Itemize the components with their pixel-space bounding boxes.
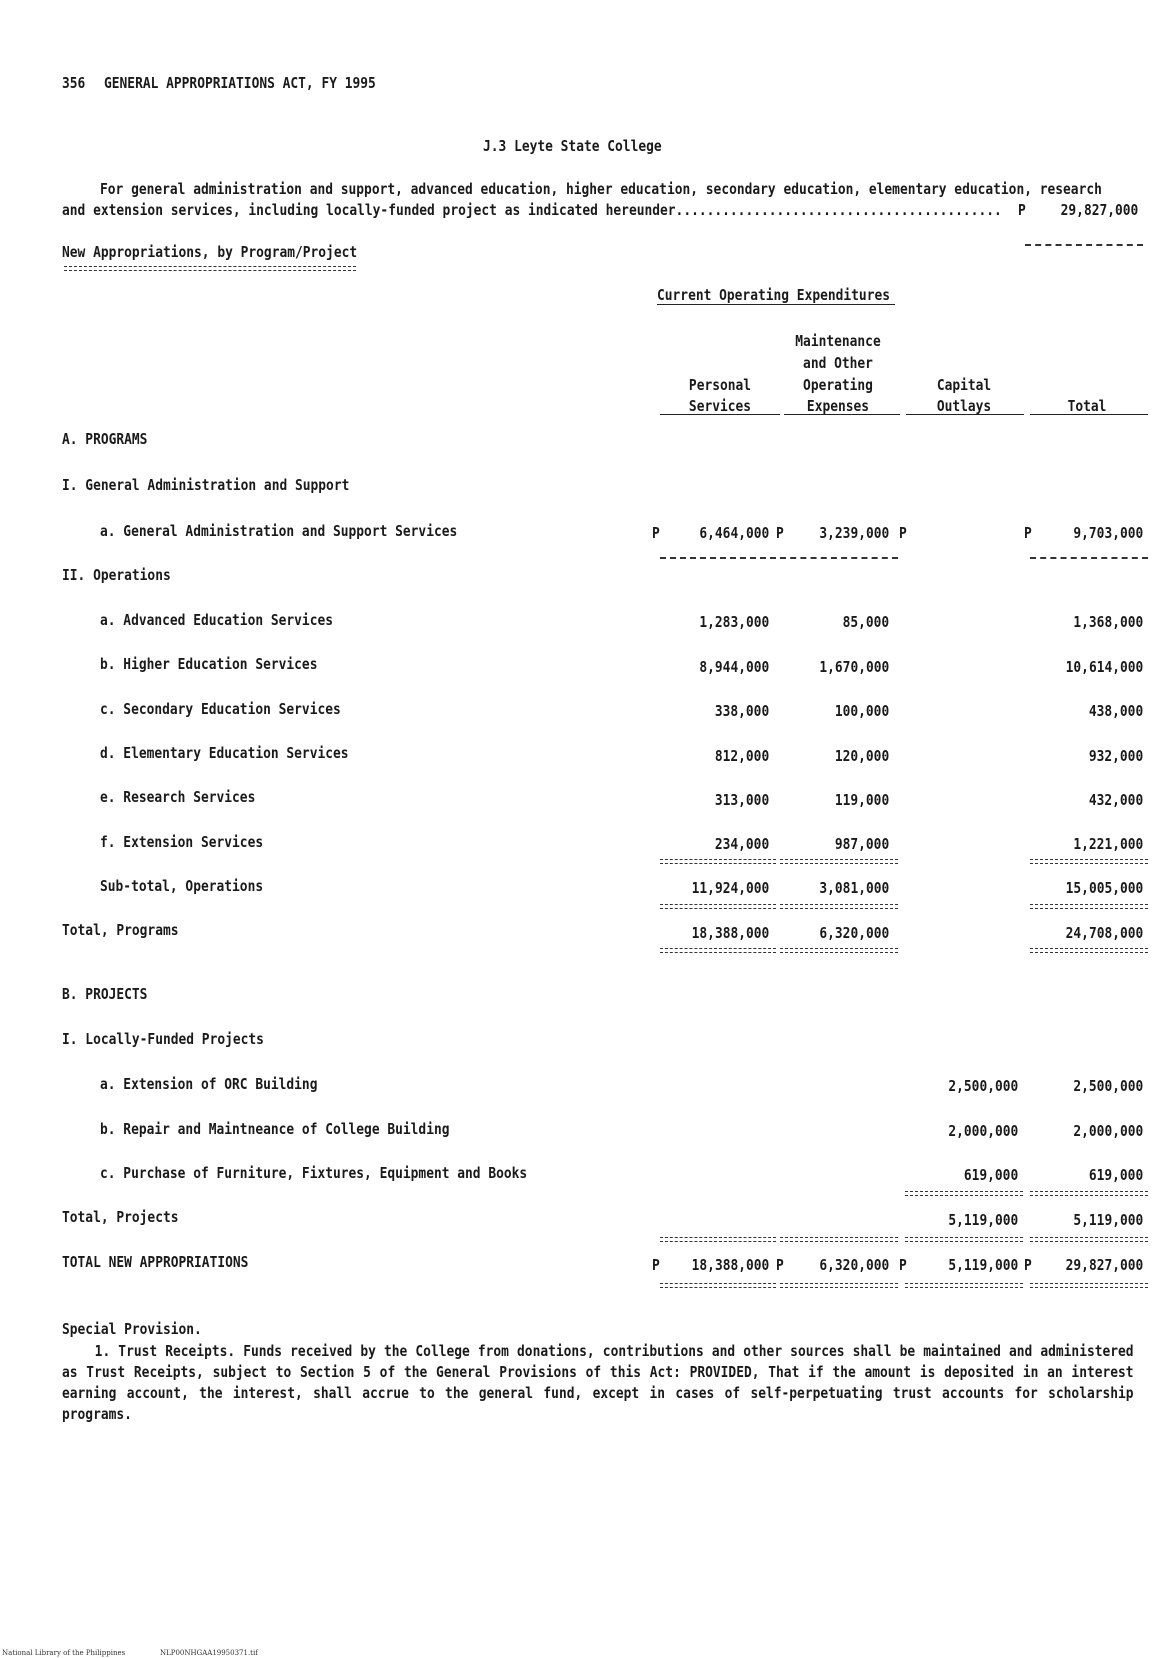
project-row-label: c. Purchase of Furniture, Fixtures, Equipment and Books (100, 1164, 528, 1182)
project-row-co: 2,000,000 (948, 1122, 1018, 1140)
programs-total-rule (1030, 948, 1148, 953)
ops-total-rule (1030, 859, 1148, 864)
ops-mooe-rule (780, 859, 898, 864)
total-programs-mooe: 6,320,000 (819, 924, 889, 942)
page-number: 356 (62, 74, 86, 92)
ops-row-total: 932,000 (1088, 747, 1143, 765)
ops-row-total: 1,368,000 (1073, 613, 1143, 631)
subtotal-ops-total: 15,005,000 (1065, 879, 1143, 897)
programs-mooe-rule (780, 948, 898, 953)
ops-row-ps: 234,000 (714, 835, 769, 853)
program-i-label: I. General Administration and Support (62, 476, 350, 494)
ops-row-total: 438,000 (1088, 702, 1143, 720)
project-row-total: 2,000,000 (1073, 1122, 1143, 1140)
footer-file: NLP00NHGAA19950371.tif (160, 1649, 258, 1657)
ops-row-ps: 1,283,000 (699, 613, 769, 631)
ops-ps-rule (660, 859, 776, 864)
projects-co-rule (905, 1191, 1023, 1196)
intro-amount-rule (1025, 244, 1143, 246)
section-b-label: B. PROJECTS (62, 985, 148, 1003)
grand-co: 5,119,000 (948, 1256, 1018, 1274)
ops-row-label: b. Higher Education Services (100, 655, 318, 673)
footer-library: National Library of the Philippines (2, 1649, 126, 1657)
section-title: J.3 Leyte State College (483, 137, 662, 155)
ops-row-label: a. Advanced Education Services (100, 611, 334, 629)
total-head-underline (1030, 414, 1148, 415)
total-programs-total: 24,708,000 (1065, 924, 1143, 942)
grand-mooe-bottom-rule (780, 1283, 898, 1288)
grand-co-bottom-rule (905, 1283, 1023, 1288)
projects-total-rule (1030, 1191, 1148, 1196)
section-a-label: A. PROGRAMS (62, 430, 148, 448)
gas-total: 9,703,000 (1073, 524, 1143, 542)
subtotal-total-rule (1030, 904, 1148, 909)
total-programs-label: Total, Programs (62, 921, 179, 939)
grand-ps-top-rule (660, 1237, 776, 1242)
grand-co-top-rule (905, 1237, 1023, 1242)
ops-row-total: 10,614,000 (1065, 658, 1143, 676)
total-projects-label: Total, Projects (62, 1208, 179, 1226)
gas-co-currency: P (899, 524, 907, 542)
grand-mooe: 6,320,000 (819, 1256, 889, 1274)
project-row-label: a. Extension of ORC Building (100, 1075, 318, 1093)
intro-line-1: For general administration and support, advanced education, higher education, secondary education, elementary education, research (100, 180, 1102, 198)
gas-total-currency: P (1024, 524, 1032, 542)
total-programs-ps: 18,388,000 (691, 924, 769, 942)
ops-row-ps: 812,000 (714, 747, 769, 765)
gas-label: a. General Administration and Support Services (100, 522, 458, 540)
total-projects-total: 5,119,000 (1073, 1211, 1143, 1229)
subtotal-ps-rule (660, 904, 776, 909)
ops-row-label: e. Research Services (100, 788, 256, 806)
ops-row-label: d. Elementary Education Services (100, 744, 349, 762)
grand-total-bottom-rule (1030, 1283, 1148, 1288)
gas-mooe: 3,239,000 (819, 524, 889, 542)
special-provision-text: 1. Trust Receipts. Funds received by the College from donations, contributions and other sources shall be maintained and administered as Trust Receipts, subject to Section 5 of the General Provisions of this Act: PROVIDED, That if the amount is deposited in an interest earning account, the interest, shall accrue to the general fund, except in cases of self-perpetuating trust accounts for scholarship programs. (62, 1342, 1134, 1423)
project-row-label: b. Repair and Maintneance of College Building (100, 1120, 450, 1138)
ops-row-mooe: 1,670,000 (819, 658, 889, 676)
project-row-total: 619,000 (1088, 1166, 1143, 1184)
intro-line-2: and extension services, including locally-funded project as indicated hereunder.......................................... (62, 201, 1002, 219)
gas-ps-currency: P (652, 524, 660, 542)
col-group-underline (657, 304, 895, 305)
grand-total-label: TOTAL NEW APPROPRIATIONS (62, 1253, 249, 1271)
gas-mooe-currency: P (776, 524, 784, 542)
grand-mooe-currency: P (776, 1256, 784, 1274)
subtotal-mooe-rule (780, 904, 898, 909)
ops-row-mooe: 100,000 (834, 702, 889, 720)
ops-row-mooe: 120,000 (834, 747, 889, 765)
col-group-heading: Current Operating Expenditures (657, 286, 891, 304)
grand-co-currency: P (899, 1256, 907, 1274)
project-i-label: I. Locally-Funded Projects (62, 1030, 264, 1048)
grand-total-currency: P (1024, 1256, 1032, 1274)
grand-mooe-top-rule (780, 1237, 898, 1242)
new-approp-heading: New Appropriations, by Program/Project (62, 243, 358, 261)
ops-row-ps: 313,000 (714, 791, 769, 809)
ops-row-total: 1,221,000 (1073, 835, 1143, 853)
ops-row-mooe: 987,000 (834, 835, 889, 853)
total-projects-co: 5,119,000 (948, 1211, 1018, 1229)
program-ii-label: II. Operations (62, 566, 171, 584)
ops-row-ps: 8,944,000 (699, 658, 769, 676)
ops-row-total: 432,000 (1088, 791, 1143, 809)
subtotal-ops-mooe: 3,081,000 (819, 879, 889, 897)
gas-ps-rule (660, 557, 776, 559)
project-row-total: 2,500,000 (1073, 1077, 1143, 1095)
grand-total-top-rule (1030, 1237, 1148, 1242)
subtotal-ops-label: Sub-total, Operations (100, 877, 264, 895)
intro-amount: 29,827,000 (1060, 201, 1138, 219)
gas-ps: 6,464,000 (699, 524, 769, 542)
gas-mooe-rule (780, 557, 898, 559)
grand-ps-bottom-rule (660, 1283, 776, 1288)
intro-currency: P (1018, 201, 1026, 219)
ops-row-ps: 338,000 (714, 702, 769, 720)
ops-row-label: f. Extension Services (100, 833, 264, 851)
gas-total-rule (1030, 557, 1148, 559)
subtotal-ops-ps: 11,924,000 (691, 879, 769, 897)
ps-head-underline (660, 414, 780, 415)
ops-row-mooe: 85,000 (842, 613, 889, 631)
running-title: GENERAL APPROPRIATIONS ACT, FY 1995 (104, 74, 376, 92)
programs-ps-rule (660, 948, 776, 953)
grand-total: 29,827,000 (1065, 1256, 1143, 1274)
special-provision-heading: Special Provision. (62, 1320, 202, 1338)
grand-ps: 18,388,000 (691, 1256, 769, 1274)
project-row-co: 2,500,000 (948, 1077, 1018, 1095)
co-head-underline (906, 414, 1024, 415)
mooe-head-underline (784, 414, 900, 415)
ops-row-mooe: 119,000 (834, 791, 889, 809)
ops-row-label: c. Secondary Education Services (100, 700, 341, 718)
heading-double-rule (64, 266, 356, 271)
project-row-co: 619,000 (963, 1166, 1018, 1184)
grand-ps-currency: P (652, 1256, 660, 1274)
